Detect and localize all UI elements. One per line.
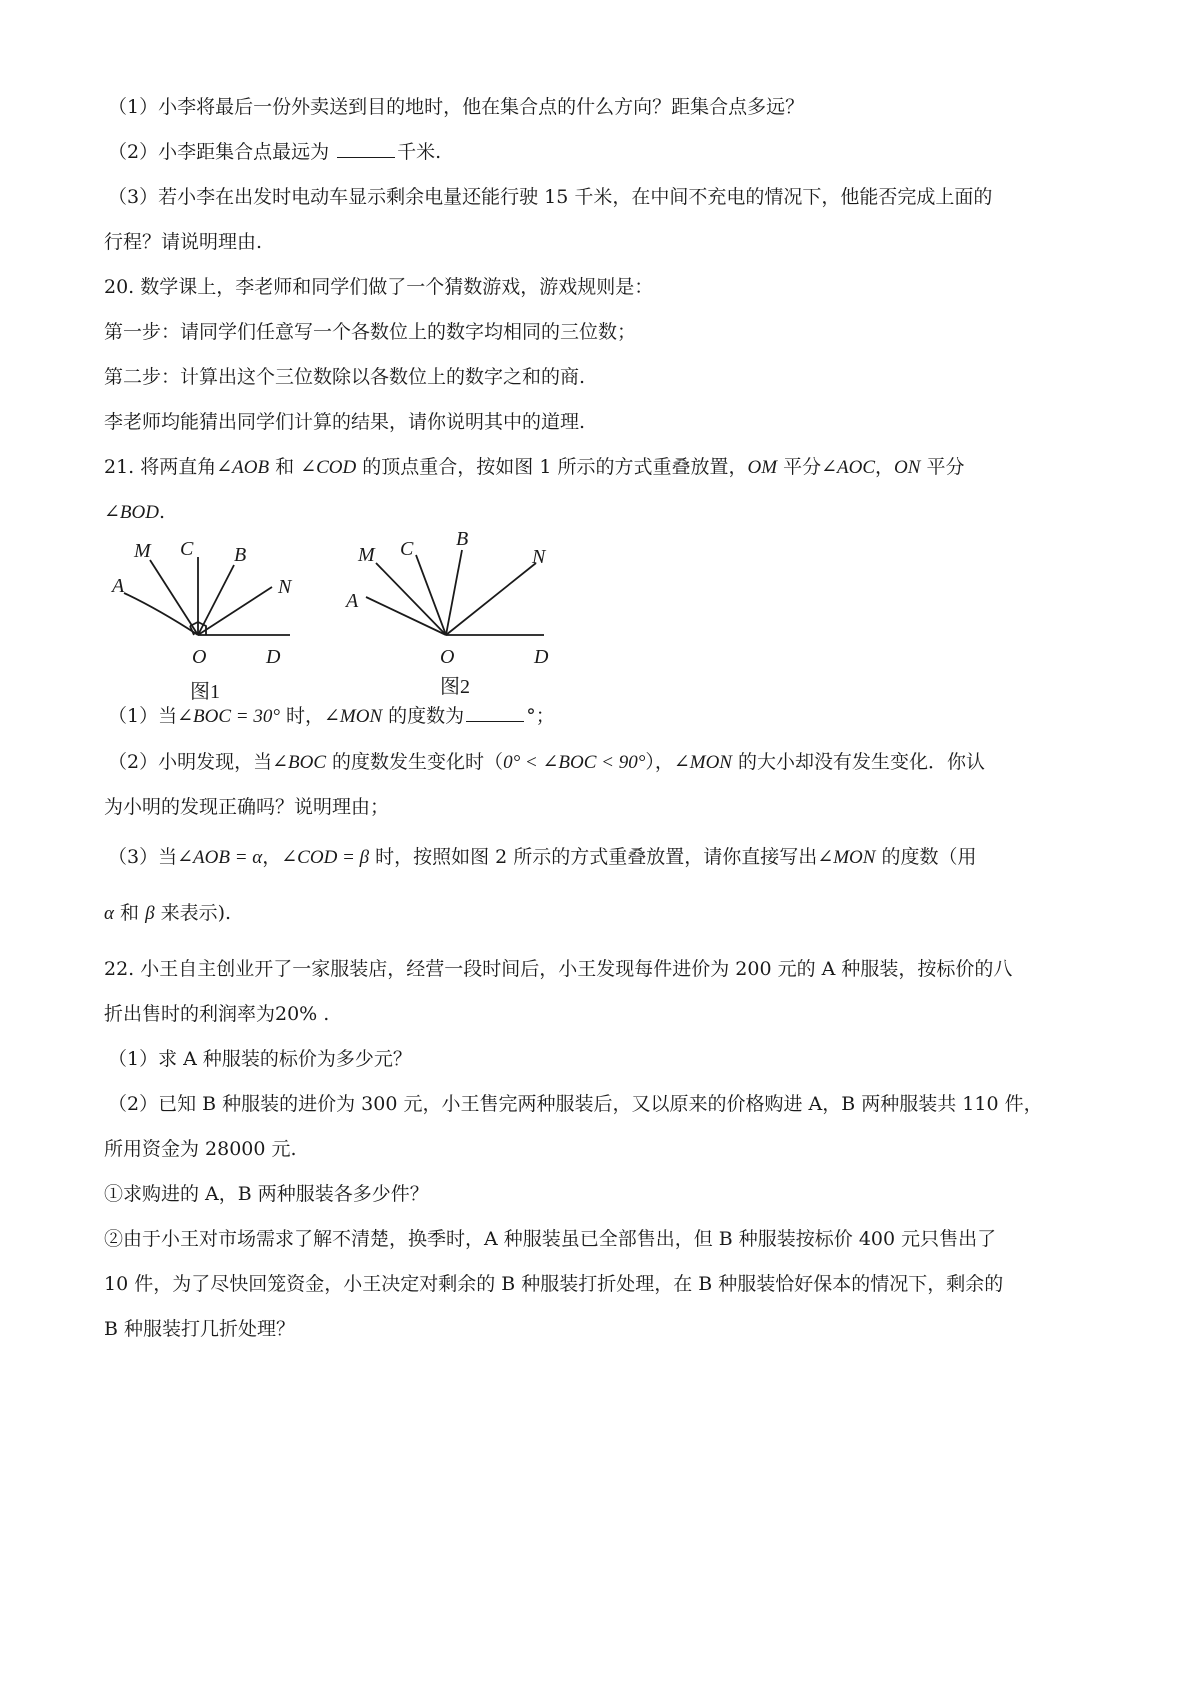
q19-part3-line1: （3）若小李在出发时电动车显示剩余电量还能行驶 15 千米，在中间不充电的情况下，他能否完成上面的	[108, 186, 993, 208]
fig1-ray-ON	[198, 587, 272, 635]
q21-text: 21. 将两直角	[104, 456, 217, 478]
figure1-labels	[110, 538, 293, 668]
q21-math: 0° < ∠BOC < 90°	[503, 752, 646, 773]
q20-line3: 第二步：计算出这个三位数除以各数位上的数字之和的商.	[104, 366, 586, 388]
q22-sub1: ①求购进的 A，B 两种服装各多少件？	[104, 1183, 429, 1205]
q21-text: （1）当	[108, 705, 178, 727]
q22-line2: 折出售时的利润率为20% .	[104, 1003, 330, 1025]
fig1-label-B: B	[234, 544, 247, 566]
fig2-label-D: D	[534, 646, 549, 668]
q21-text: （3）当	[108, 846, 178, 868]
fig2-caption: 图2	[440, 676, 470, 698]
q21-line1	[104, 453, 1104, 482]
q21-text: 的大小却没有发生变化．你认	[732, 751, 986, 773]
q22-part2-line1: （2）已知 B 种服装的进价为 300 元，小王售完两种服装后，又以原来的价格购进 A，B 两种服装共 110 件，	[108, 1093, 1043, 1115]
q21-math: ∠BOC	[272, 752, 327, 773]
fig1-label-O: O	[192, 646, 207, 668]
q21-part3-line2	[104, 899, 1104, 928]
fig2-label-O: O	[440, 646, 455, 668]
q21-math: ∠AOB = α	[177, 847, 263, 868]
q19-part2-text: （2）小李距集合点最远为	[108, 141, 336, 163]
q21-text: ，	[875, 456, 895, 478]
q21-math: ∠COD	[300, 457, 357, 478]
q21-text: °；	[526, 705, 555, 727]
q21-text: 平分	[920, 456, 965, 478]
fig2-label-M: M	[358, 544, 375, 566]
q21-text: 时，	[279, 705, 324, 727]
q21-math: ∠MON	[673, 752, 732, 773]
q21-math: ∠BOD	[104, 502, 159, 523]
q21-math: β	[145, 903, 155, 924]
q19-part2	[108, 138, 1108, 166]
fig1-caption: 图1	[190, 681, 220, 703]
q21-math: α	[104, 903, 114, 924]
q21-text: 的度数为	[382, 705, 465, 727]
fig2-ray-OM	[376, 563, 446, 635]
q21-text: 和	[113, 902, 146, 924]
q21-text: 和	[269, 456, 301, 478]
q21-answer-blank	[466, 703, 524, 722]
fig2-label-C: C	[400, 538, 414, 560]
q21-text: 的度数发生变化时（	[326, 751, 504, 773]
fig2-ray-ON	[446, 563, 536, 635]
fig2-label-N: N	[532, 546, 546, 568]
q21-text: ），	[645, 751, 674, 773]
q22-sub2-line1: ②由于小王对市场需求了解不清楚，换季时，A 种服装虽已全部售出，但 B 种服装按标价 400 元只售出了	[104, 1228, 997, 1250]
q19-answer-blank	[337, 139, 395, 158]
fig1-label-C: C	[180, 538, 194, 560]
q21-line2	[104, 498, 1104, 527]
q21-math: ∠MON	[817, 847, 876, 868]
q19-part3-line2: 行程？请说明理由.	[104, 231, 263, 253]
fig1-ray-OA	[124, 593, 198, 635]
q21-text: ，	[262, 846, 282, 868]
q19-part1: （1）小李将最后一份外卖送到目的地时，他在集合点的什么方向？距集合点多远？	[108, 96, 805, 118]
q21-math: ON	[894, 457, 921, 478]
q21-math: ∠COD = β	[281, 847, 370, 868]
q21-part2-line2: 为小明的发现正确吗？说明理由；	[104, 796, 390, 818]
q19-part2-unit: 千米.	[397, 141, 442, 163]
q20-line2: 第一步：请同学们任意写一个各数位上的数字均相同的三位数；	[104, 321, 637, 343]
fig2-label-B: B	[456, 528, 469, 550]
figure1-lines	[124, 557, 290, 635]
fig1-label-M: M	[134, 540, 151, 562]
q21-text: 的顶点重合，按如图 1 所示的方式重叠放置，	[356, 456, 748, 478]
figure2-labels	[344, 528, 549, 668]
q21-part2-line1	[108, 748, 1108, 777]
q21-text: .	[158, 501, 166, 523]
q21-text: 时，按照如图 2 所示的方式重叠放置，请你直接写出	[369, 846, 818, 868]
fig1-ray-OM	[150, 560, 198, 635]
q21-math: ∠MON	[323, 706, 383, 727]
q21-text: 来表示).	[154, 902, 232, 924]
q21-math: ∠BOC = 30°	[177, 706, 280, 727]
fig1-label-A: A	[112, 575, 125, 597]
q22-sub2-line2: 10 件，为了尽快回笼资金，小王决定对剩余的 B 种服装打折处理，在 B 种服装恰好保本的情况下，剩余的	[104, 1273, 1004, 1295]
fig2-label-A: A	[346, 590, 359, 612]
q21-math: ∠AOB	[216, 457, 270, 478]
q20-line4: 李老师均能猜出同学们计算的结果，请你说明其中的道理.	[104, 411, 586, 433]
q21-text: 平分	[777, 456, 822, 478]
q22-part2-line2: 所用资金为 28000 元.	[104, 1138, 297, 1160]
fig2-ray-OB	[446, 550, 462, 635]
q21-math: OM	[747, 457, 778, 478]
q21-part3-line1	[108, 843, 1108, 872]
q21-text: （2）小明发现，当	[108, 751, 273, 773]
q21-part1	[108, 702, 1108, 731]
q20-line1: 20. 数学课上，李老师和同学们做了一个猜数游戏，游戏规则是：	[104, 276, 654, 298]
q22-sub2-line3: B 种服装打几折处理？	[104, 1318, 296, 1340]
q22-line1: 22. 小王自主创业开了一家服装店，经营一段时间后，小王发现每件进价为 200 元的 A 种服装，按标价的八	[104, 958, 1013, 980]
fig1-label-D: D	[266, 646, 281, 668]
q22-part1: （1）求 A 种服装的标价为多少元？	[108, 1048, 412, 1070]
q21-text: 的度数（用	[875, 846, 977, 868]
fig1-label-N: N	[278, 576, 292, 598]
q21-math: ∠AOC	[821, 457, 876, 478]
figure2-lines	[366, 550, 544, 635]
q21-figures	[0, 525, 1200, 705]
